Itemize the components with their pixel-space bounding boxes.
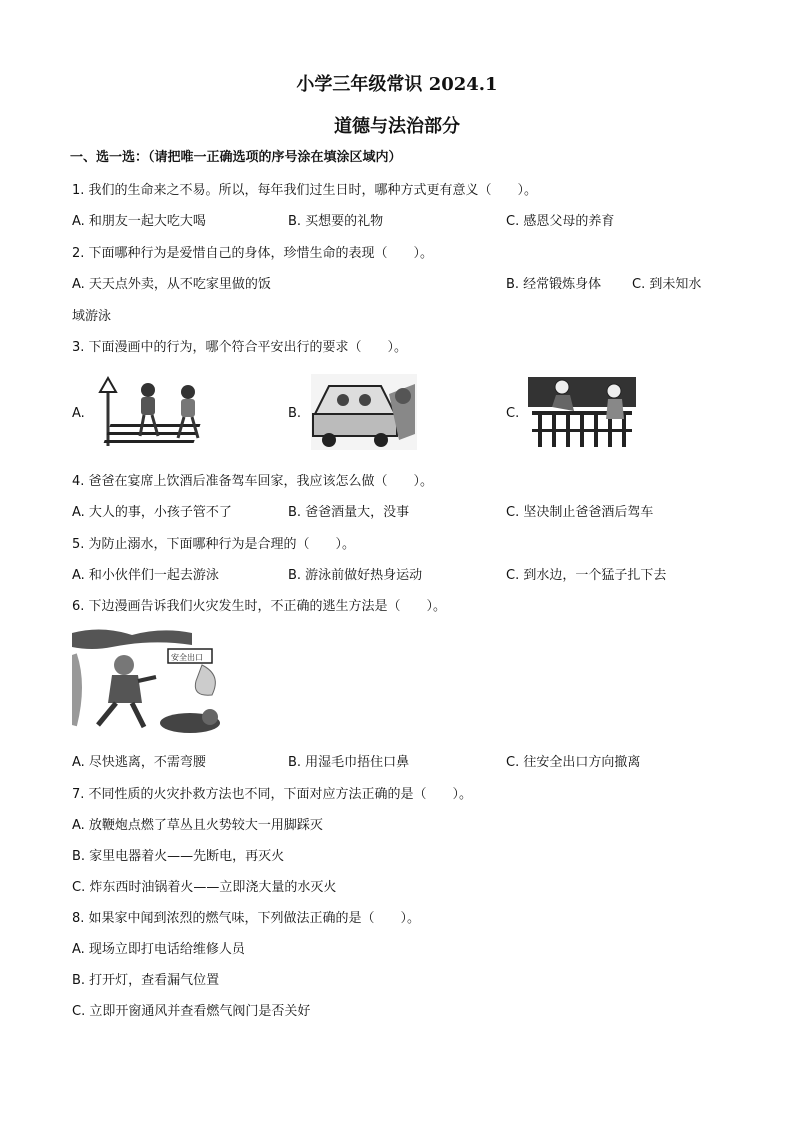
question-3-option-a[interactable]: A.: [72, 406, 85, 421]
question-6-stem: 6. 下边漫画告诉我们火灾发生时，不正确的逃生方法是（ ）。: [72, 599, 447, 614]
page-subtitle: 道德与法治部分: [334, 116, 460, 137]
railing-climbing-cartoon: [528, 377, 636, 451]
question-4-option-c[interactable]: C. 坚决制止爸爸酒后驾车: [506, 505, 654, 520]
fire-escape-cartoon: [72, 625, 232, 739]
question-5-option-a[interactable]: A. 和小伙伴们一起去游泳: [72, 568, 219, 583]
question-5-option-b[interactable]: B. 游泳前做好热身运动: [288, 568, 423, 583]
crosswalk-cartoon: [98, 376, 222, 452]
question-4-option-b[interactable]: B. 爸爸酒量大，没事: [288, 505, 410, 520]
question-8-stem: 8. 如果家中闻到浓烈的燃气味，下列做法正确的是（ ）。: [72, 911, 421, 926]
question-3-option-c[interactable]: C.: [506, 406, 520, 421]
question-7-option-c[interactable]: C. 炸东西时油锅着火——立即浇大量的水灭火: [72, 880, 337, 895]
question-6-option-b[interactable]: B. 用湿毛巾捂住口鼻: [288, 755, 410, 770]
question-8-option-c[interactable]: C. 立即开窗通风并查看燃气阀门是否关好: [72, 1004, 311, 1019]
question-4-option-a[interactable]: A. 大人的事，小孩子管不了: [72, 505, 232, 520]
question-6-option-c[interactable]: C. 往安全出口方向撤离: [506, 755, 641, 770]
question-8-option-b[interactable]: B. 打开灯，查看漏气位置: [72, 973, 220, 988]
question-1-stem: 1. 我们的生命来之不易。所以，每年我们过生日时，哪种方式更有意义（ ）。: [72, 183, 538, 198]
section-heading: 一、选一选：（请把唯一正确选项的序号涂在填涂区域内）: [70, 150, 402, 165]
question-7-option-a[interactable]: A. 放鞭炮点燃了草丛且火势较大一用脚踩灭: [72, 818, 323, 833]
question-7-option-b[interactable]: B. 家里电器着火——先断电，再灭火: [72, 849, 285, 864]
question-2-stem: 2. 下面哪种行为是爱惜自己的身体，珍惜生命的表现（ ）。: [72, 246, 434, 261]
question-5-option-c[interactable]: C. 到水边，一个猛子扎下去: [506, 568, 667, 583]
question-7-stem: 7. 不同性质的火灾扑救方法也不同，下面对应方法正确的是（ ）。: [72, 787, 473, 802]
question-1-option-b[interactable]: B. 买想要的礼物: [288, 214, 384, 229]
question-8-option-a[interactable]: A. 现场立即打电话给维修人员: [72, 942, 245, 957]
question-1-option-c[interactable]: C. 感恩父母的养育: [506, 214, 615, 229]
car-window-cartoon: [311, 374, 417, 450]
question-3-stem: 3. 下面漫画中的行为，哪个符合平安出行的要求（ ）。: [72, 340, 408, 355]
question-2-option-b[interactable]: B. 经常锻炼身体: [506, 277, 602, 292]
question-3-option-b[interactable]: B.: [288, 406, 302, 421]
question-4-stem: 4. 爸爸在宴席上饮酒后准备驾车回家，我应该怎么做（ ）。: [72, 474, 434, 489]
question-2-option-c[interactable]: C. 到未知水: [632, 277, 702, 292]
question-2-option-c-continuation: 域游泳: [72, 309, 112, 324]
question-6-option-a[interactable]: A. 尽快逃离，不需弯腰: [72, 755, 206, 770]
question-5-stem: 5. 为防止溺水，下面哪种行为是合理的（ ）。: [72, 537, 356, 552]
page-title: 小学三年级常识 2024.1: [296, 74, 498, 95]
exit-sign-label: 安全出口: [171, 653, 203, 662]
question-1-option-a[interactable]: A. 和朋友一起大吃大喝: [72, 214, 206, 229]
question-2-option-a[interactable]: A. 天天点外卖，从不吃家里做的饭: [72, 277, 271, 292]
